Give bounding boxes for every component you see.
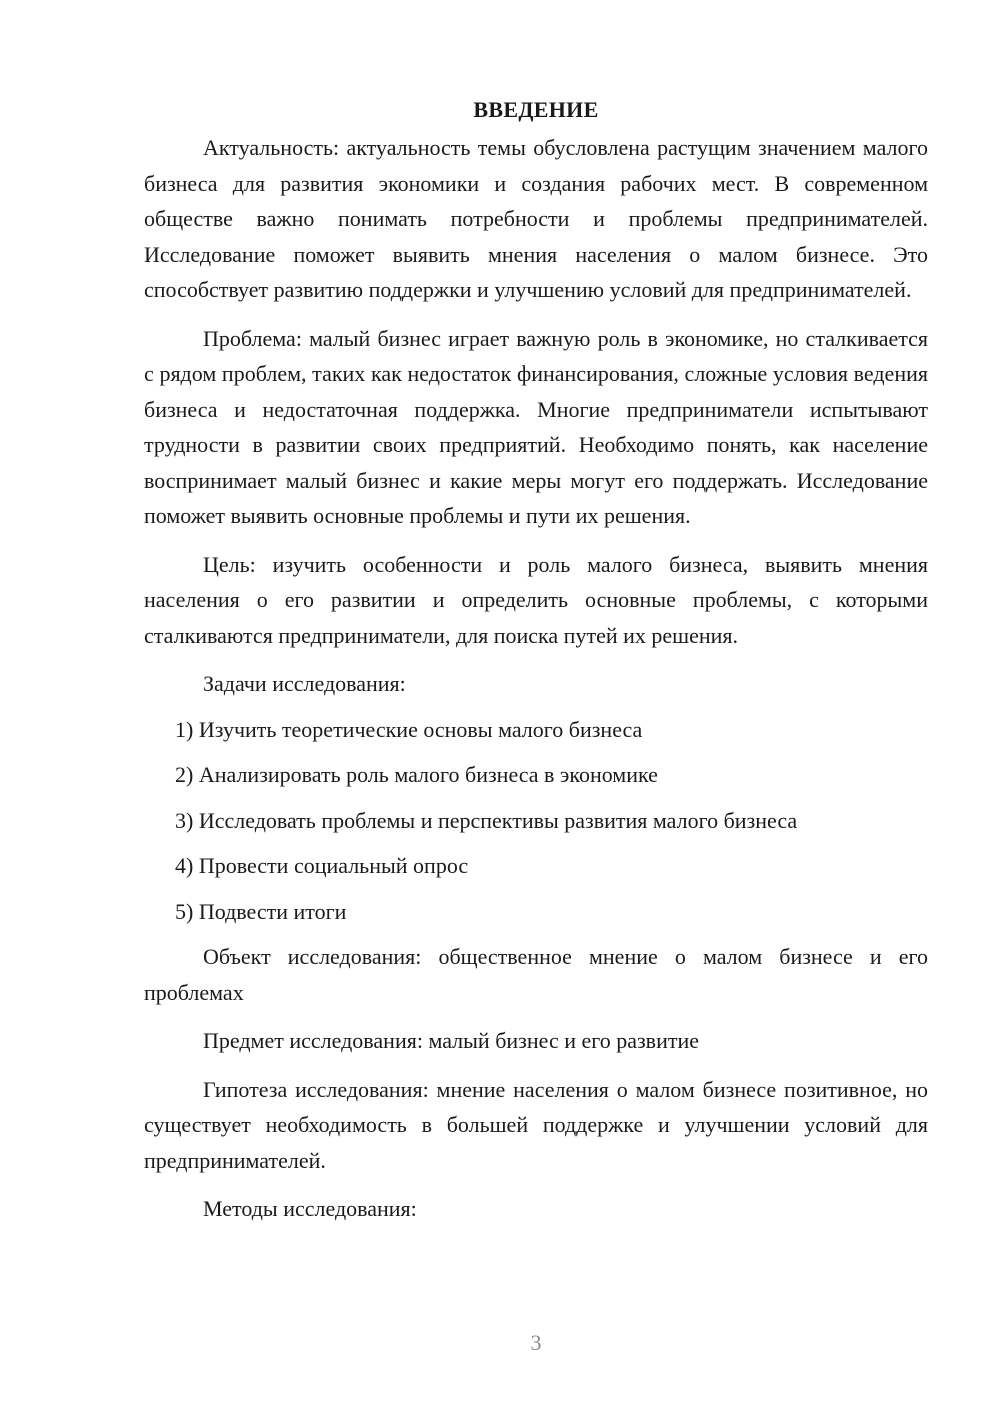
goal-paragraph: Цель: изучить особенности и роль малого бизнеса, выявить мнения населения о его развитии и определить основные проблемы, с которыми сталкиваются предприниматели, для поиска путей их решения. xyxy=(144,551,928,648)
object-paragraph: Объект исследования: общественное мнение о малом бизнесе и его проблемах xyxy=(144,944,928,1005)
hypothesis-paragraph: Гипотеза исследования: мнение населения о малом бизнесе позитивное, но существует необходимость в большей поддержке и улучшении условий для предпринимателей. xyxy=(144,1076,928,1173)
task-item: 2) Анализировать роль малого бизнеса в экономике xyxy=(175,762,658,787)
task-item: 1) Изучить теоретические основы малого бизнеса xyxy=(175,716,643,742)
methods-paragraph: Методы исследования: xyxy=(203,1196,417,1221)
document-page xyxy=(144,92,928,1240)
tasks-list xyxy=(144,712,928,930)
tasks-heading: Задачи исследования: xyxy=(203,671,406,696)
section-title: ВВЕДЕНИЕ xyxy=(473,97,599,122)
task-item: 4) Провести социальный опрос xyxy=(175,853,469,878)
task-item: 5) Подвести итоги xyxy=(175,898,347,924)
problem-paragraph: Проблема: малый бизнес играет важную роль в экономике, но сталкивается с рядом проблем, таких как недостаток финансирования, сложные условия ведения бизнеса и недостаточная поддержка. Многие предприниматели испытывают трудности в развитии своих предприятий. Необходимо понять, как население воспринимает малый бизнес и какие меры могут его поддержать. Исследование поможет выявить основные проблемы и пути их решения. xyxy=(144,325,928,528)
relevance-paragraph: Актуальность: актуальность темы обусловлена растущим значением малого бизнеса для развития экономики и создания рабочих мест. В современном обществе важно понимать потребности и проблемы предпринимателей. Исследование поможет выявить мнения населения о малом бизнесе. Это способствует развитию поддержки и улучшению условий для предпринимателей. xyxy=(144,135,928,302)
task-item: 3) Исследовать проблемы и перспективы развития малого бизнеса xyxy=(175,807,798,833)
subject-paragraph: Предмет исследования: малый бизнес и его развитие xyxy=(203,1028,699,1053)
page-number: 3 xyxy=(530,1330,542,1355)
